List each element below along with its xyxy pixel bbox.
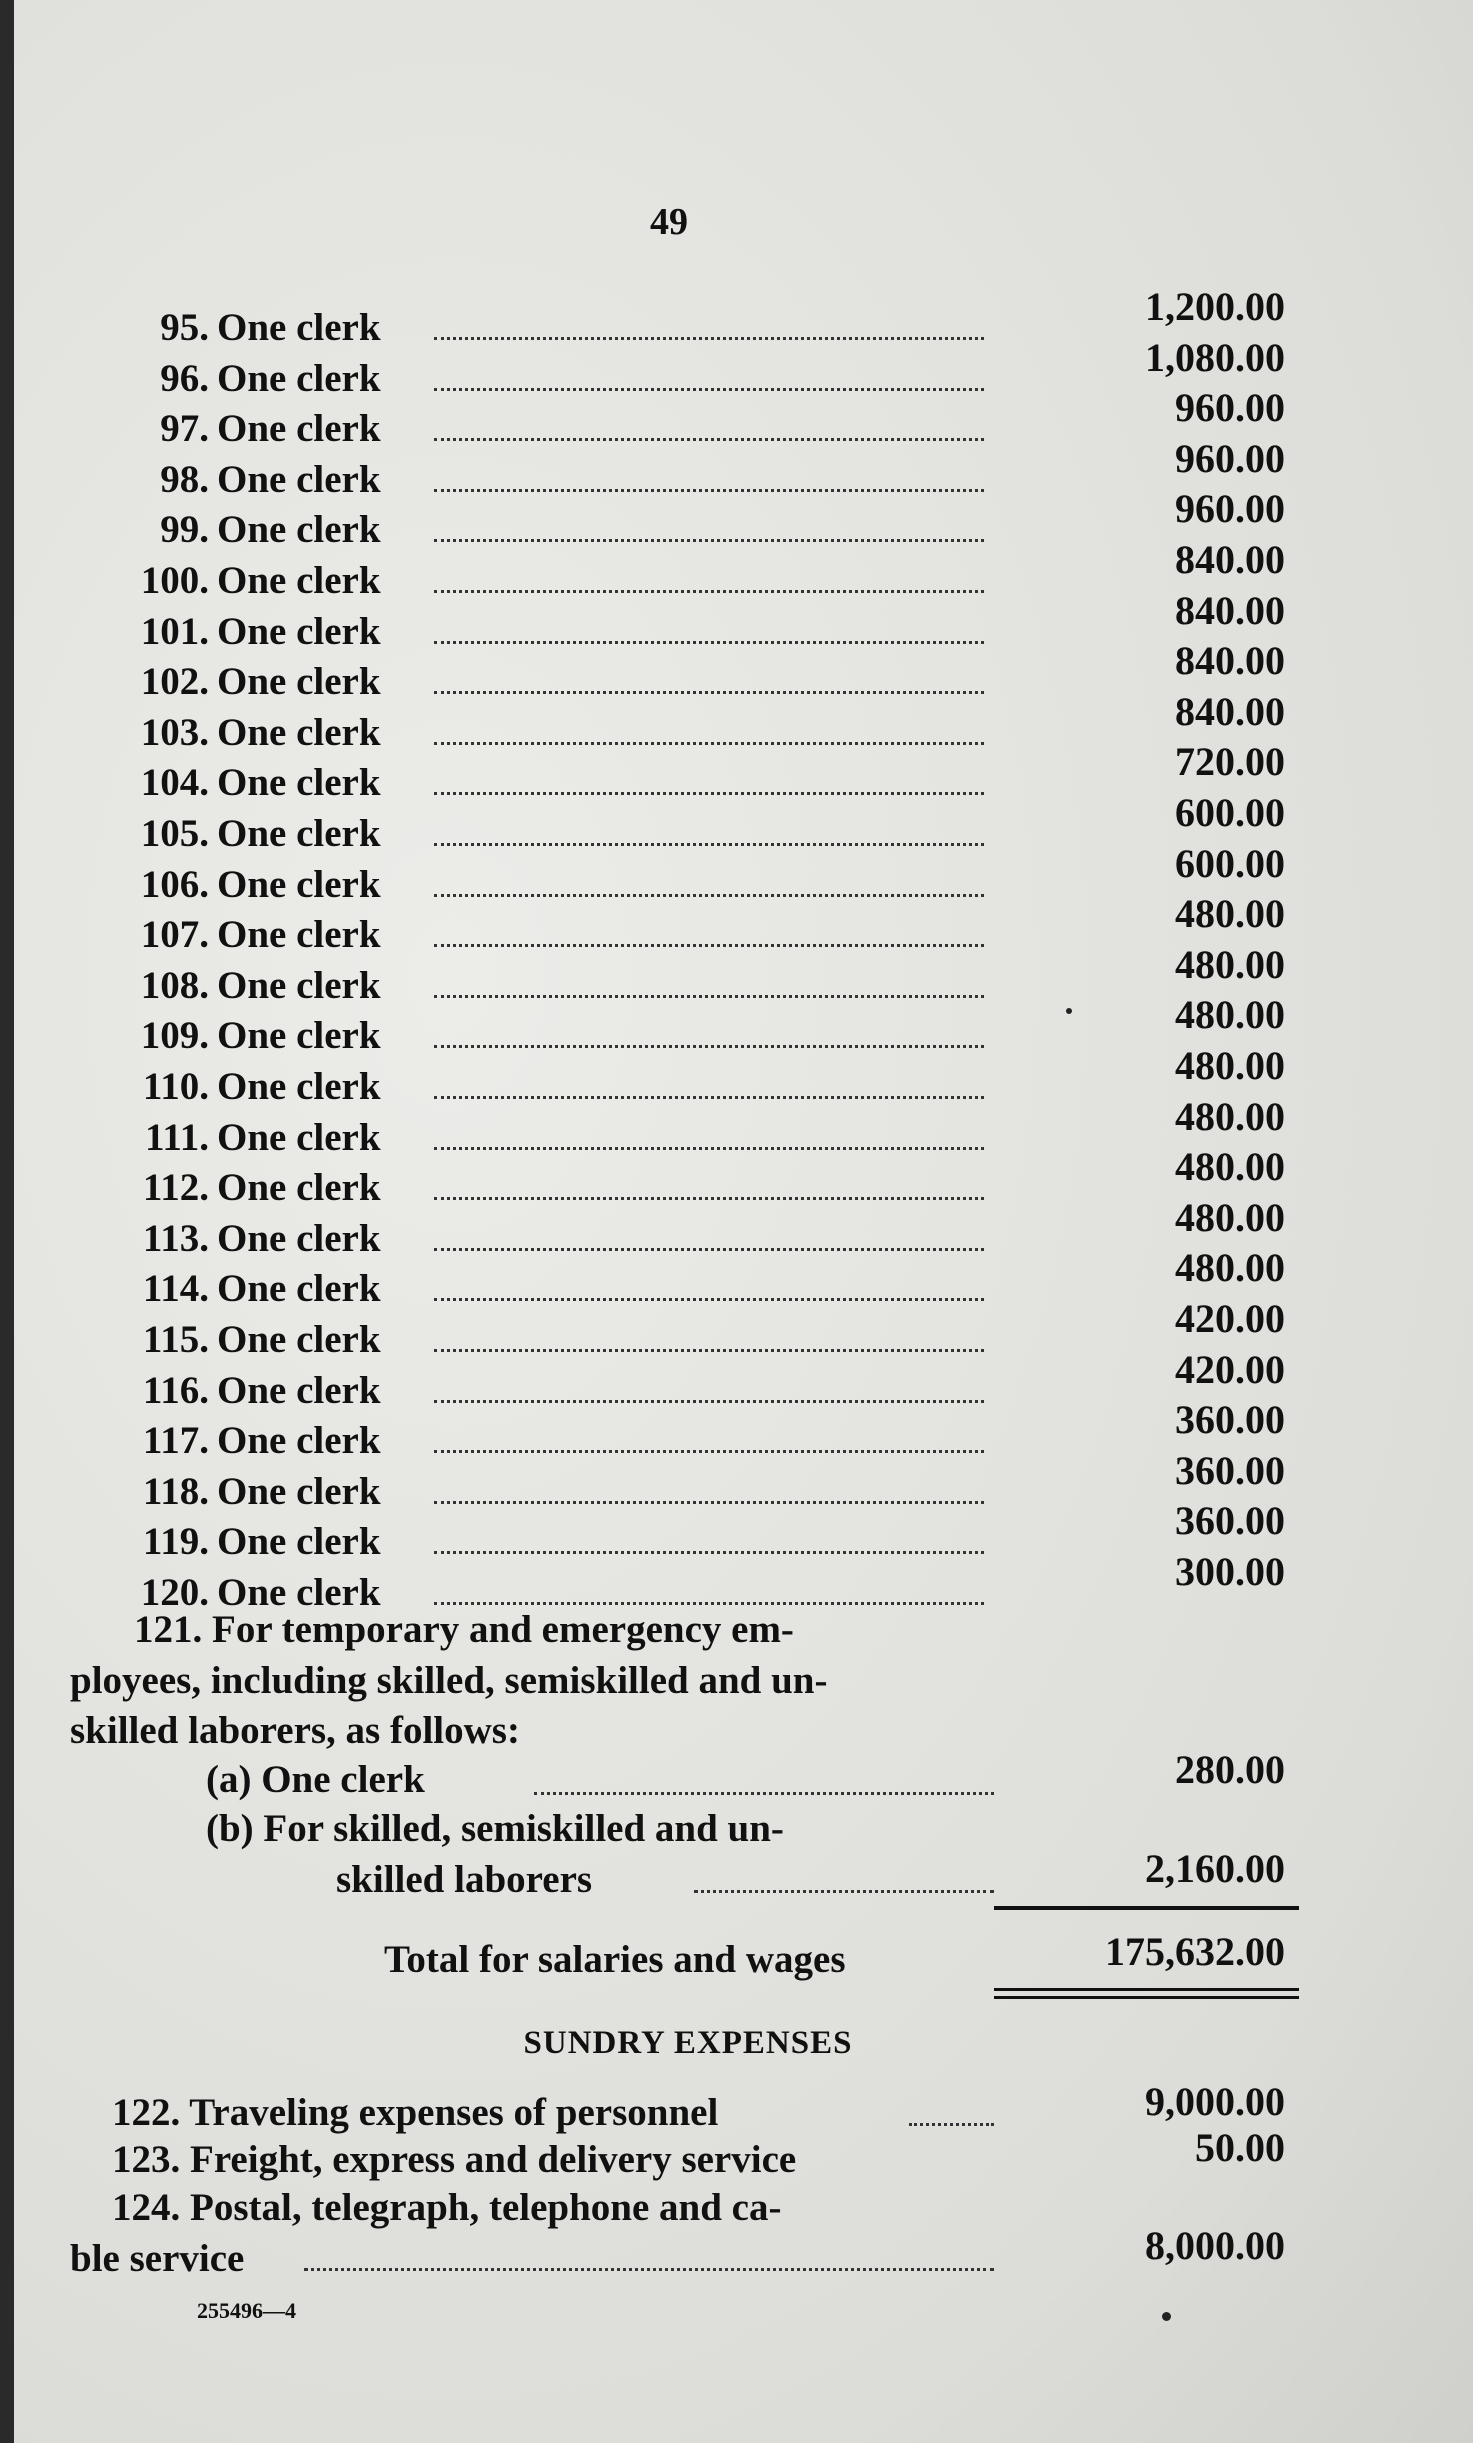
leader-dots	[694, 1890, 994, 1893]
item-number: 115.	[142, 1318, 209, 1361]
item-amount: 360.00	[1175, 1447, 1285, 1493]
item-label: One clerk	[217, 457, 381, 501]
item-number: 114.	[142, 1267, 209, 1311]
item-amount: 480.00	[1175, 1245, 1285, 1291]
item-label: One clerk	[217, 1571, 381, 1614]
item-number: 107.	[140, 913, 209, 957]
item-amount: 720.00	[1175, 739, 1285, 785]
item-amount: 1,200.00	[1145, 284, 1285, 329]
item-label: One clerk	[217, 660, 381, 704]
total-double-rule	[994, 1988, 1299, 1999]
item-amount: 480.00	[1175, 1194, 1285, 1240]
item-number: 117.	[142, 1419, 209, 1463]
item-number: 104.	[140, 761, 209, 805]
item-label: One clerk	[217, 407, 381, 451]
item-number: 101.	[140, 609, 209, 653]
leader-dots	[909, 2123, 994, 2126]
page-binding-edge	[0, 0, 14, 2443]
leader-dots	[434, 641, 984, 644]
item-121b-line-1: (b) For skilled, semiskilled and un-	[206, 1807, 784, 1850]
item-label: One clerk	[217, 306, 381, 349]
item-amount: 960.00	[1175, 435, 1285, 481]
leader-dots	[434, 742, 984, 745]
item-121a-amount: 280.00	[1175, 1747, 1285, 1792]
item-amount: 420.00	[1175, 1346, 1285, 1392]
item-label: One clerk	[217, 1065, 381, 1108]
item-124-line-1: 124. Postal, telegraph, telephone and ca-	[112, 2186, 782, 2229]
item-amount: 600.00	[1175, 790, 1285, 835]
leader-dots	[434, 539, 984, 542]
leader-dots	[434, 944, 984, 947]
item-number: 113.	[142, 1216, 209, 1260]
leader-dots	[434, 1602, 984, 1605]
item-number: 102.	[140, 660, 209, 704]
item-amount: 840.00	[1175, 537, 1285, 582]
item-number: 103.	[140, 710, 209, 754]
item-number: 118.	[142, 1469, 209, 1513]
item-number: 100.	[140, 559, 209, 602]
item-label: One clerk	[217, 1368, 381, 1412]
item-label: One clerk	[217, 1318, 381, 1361]
item-amount: 480.00	[1175, 1043, 1285, 1088]
item-amount: 600.00	[1175, 840, 1285, 886]
item-amount: 960.00	[1175, 486, 1285, 532]
leader-dots	[434, 1248, 984, 1251]
item-label: One clerk	[217, 761, 381, 805]
printer-code: 255496—4	[197, 2298, 296, 2323]
leader-dots	[434, 995, 984, 998]
item-121-line-2: ployees, including skilled, semiskilled and un-	[70, 1659, 828, 1702]
item-amount: 840.00	[1175, 638, 1285, 684]
ink-speck	[1162, 2312, 1171, 2321]
item-label: One clerk	[217, 1216, 381, 1260]
item-label: One clerk	[217, 1014, 381, 1058]
leader-dots	[434, 337, 984, 340]
subtotal-rule	[994, 1906, 1299, 1910]
item-123-label: 123. Freight, express and delivery service	[112, 2138, 797, 2181]
item-label: One clerk	[217, 1469, 381, 1513]
leader-dots	[434, 1147, 984, 1150]
item-amount: 420.00	[1175, 1296, 1285, 1341]
item-121a-label: (a) One clerk	[206, 1758, 425, 1801]
item-label: One clerk	[217, 508, 381, 552]
item-amount: 840.00	[1175, 688, 1285, 734]
item-number: 99.	[160, 508, 209, 552]
leader-dots	[434, 1501, 984, 1504]
page-number: 49	[650, 201, 688, 243]
item-number: 97.	[160, 407, 209, 451]
item-121b-amount: 2,160.00	[1145, 1846, 1285, 1891]
item-123-amount: 50.00	[1195, 2125, 1285, 2170]
item-label: One clerk	[217, 609, 381, 653]
item-label: One clerk	[217, 710, 381, 754]
leader-dots	[434, 792, 984, 795]
item-number: 111.	[145, 1115, 209, 1159]
item-124-amount: 8,000.00	[1145, 2223, 1285, 2268]
item-number: 98.	[160, 457, 209, 501]
leader-dots	[434, 1197, 984, 1200]
leader-dots	[434, 590, 984, 593]
leader-dots	[434, 1096, 984, 1099]
item-124-line-2: ble service	[70, 2237, 245, 2280]
total-amount: 175,632.00	[1105, 1929, 1285, 1974]
leader-dots	[434, 438, 984, 441]
item-number: 112.	[142, 1166, 209, 1210]
item-amount: 960.00	[1175, 385, 1285, 431]
leader-dots	[304, 2268, 994, 2271]
leader-dots	[534, 1792, 994, 1795]
item-amount: 1,080.00	[1145, 334, 1285, 380]
item-label: One clerk	[217, 913, 381, 957]
item-number: 105.	[140, 812, 209, 855]
item-number: 116.	[142, 1368, 209, 1412]
item-122-label: 122. Traveling expenses of personnel	[112, 2091, 719, 2134]
leader-dots	[434, 1450, 984, 1453]
item-label: One clerk	[217, 356, 381, 400]
leader-dots	[434, 489, 984, 492]
total-label: Total for salaries and wages	[384, 1938, 846, 1981]
leader-dots	[434, 691, 984, 694]
item-number: 119.	[142, 1520, 209, 1564]
leader-dots	[434, 894, 984, 897]
item-label: One clerk	[217, 963, 381, 1007]
item-number: 109.	[140, 1014, 209, 1058]
ink-speck	[1066, 1008, 1072, 1014]
item-amount: 360.00	[1175, 1397, 1285, 1443]
item-number: 120.	[140, 1571, 209, 1614]
item-label: One clerk	[217, 1267, 381, 1311]
item-121b-line-2: skilled laborers	[336, 1858, 593, 1901]
item-label: One clerk	[217, 1115, 381, 1159]
section-heading: SUNDRY EXPENSES	[523, 2025, 853, 2061]
item-amount: 480.00	[1175, 941, 1285, 987]
leader-dots	[434, 388, 984, 391]
item-121-line-1: 121. For temporary and emergency em-	[134, 1608, 794, 1651]
item-number: 95.	[160, 306, 209, 349]
item-label: One clerk	[217, 1520, 381, 1564]
item-label: One clerk	[217, 862, 381, 906]
item-amount: 300.00	[1175, 1549, 1285, 1594]
item-number: 96.	[160, 356, 209, 400]
leader-dots	[434, 1400, 984, 1403]
leader-dots	[434, 843, 984, 846]
leader-dots	[434, 1045, 984, 1048]
item-number: 110.	[142, 1065, 209, 1108]
item-amount: 480.00	[1175, 891, 1285, 937]
item-amount: 480.00	[1175, 992, 1285, 1038]
leader-dots	[434, 1298, 984, 1301]
item-number: 108.	[140, 963, 209, 1007]
item-label: One clerk	[217, 1166, 381, 1210]
item-label: One clerk	[217, 1419, 381, 1463]
leader-dots	[434, 1551, 984, 1554]
item-label: One clerk	[217, 812, 381, 855]
document-page	[14, 0, 1473, 2443]
item-number: 106.	[140, 862, 209, 906]
leader-dots	[434, 1349, 984, 1352]
item-122-amount: 9,000.00	[1145, 2079, 1285, 2124]
item-amount: 360.00	[1175, 1498, 1285, 1544]
item-amount: 840.00	[1175, 587, 1285, 633]
item-amount: 480.00	[1175, 1144, 1285, 1190]
item-amount: 480.00	[1175, 1093, 1285, 1139]
item-121-line-3: skilled laborers, as follows:	[70, 1709, 520, 1752]
item-label: One clerk	[217, 559, 381, 602]
